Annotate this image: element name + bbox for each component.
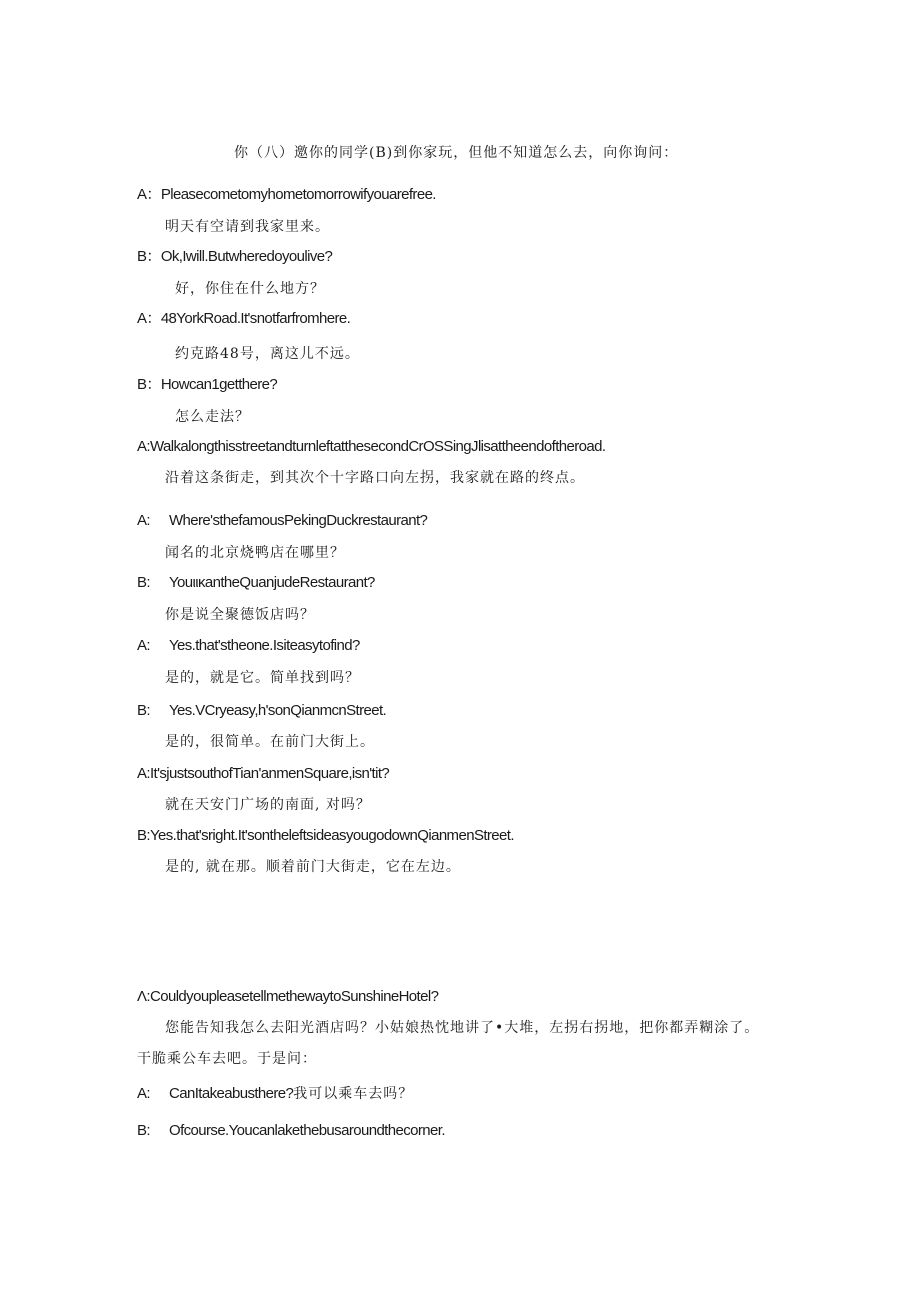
dialogue-line <box>137 186 436 204</box>
speaker-label: B： <box>137 376 161 393</box>
chinese-translation: 是的，就是它。简单找到吗？ <box>165 670 360 686</box>
chinese-translation: 你是说全聚德饭店吗？ <box>165 607 315 623</box>
english-line: Ofcourse.Youcanlakethebusaroundthecorner. <box>169 1122 445 1139</box>
speaker-label: B: <box>137 574 150 591</box>
chinese-narration: 干脆乘公车去吧。于是问： <box>137 1051 317 1067</box>
dialogue-line <box>137 376 277 394</box>
chinese-translation: 是的, 就在那。顺着前门大街走，它在左边。 <box>165 859 461 875</box>
dialogue-line <box>137 248 332 266</box>
chinese-translation: 约克路48号，离这儿不远。 <box>175 346 360 362</box>
dialogue-line <box>137 702 386 720</box>
chinese-translation: 明天有空请到我家里来。 <box>165 219 330 235</box>
dialogue-line <box>137 1085 413 1103</box>
speaker-label: A: <box>137 1085 150 1102</box>
chinese-translation: 沿着这条街走，到其次个十字路口向左拐，我家就在路的终点。 <box>165 470 585 486</box>
dialogue-line <box>137 310 350 328</box>
english-line: CanItakeabusthere? <box>169 1085 294 1102</box>
english-line: Where'sthefamousPekingDuckrestaurant? <box>169 512 428 529</box>
english-line: Howcan1getthere? <box>160 376 278 393</box>
chinese-translation: 闻名的北京烧鸭店在哪里？ <box>165 545 345 561</box>
english-line: A:WalkalongthisstreetandturnleftatthesecondCrOSSingJlisattheendoftheroad. <box>137 438 606 455</box>
chinese-translation: 怎么走法？ <box>175 409 250 425</box>
english-line: Λ:CouldyoupleasetellmethewaytoSunshineHotel? <box>137 988 439 1005</box>
english-line: Pleasecometomyhometomorrowifyouarefree. <box>160 186 436 203</box>
dialogue-line <box>137 574 375 592</box>
speaker-label: A： <box>137 186 161 203</box>
speaker-label: B： <box>137 248 161 265</box>
speaker-label: B: <box>137 1122 150 1139</box>
speaker-label: A: <box>137 637 150 654</box>
speaker-label: B: <box>137 702 150 719</box>
english-line: Ok,Iwill.Butwheredoyoulive? <box>160 248 333 265</box>
english-line: Yes.VCryeasy,h'sonQianmcnStreet. <box>169 702 387 719</box>
english-line: YouιικantheQuanjudeRestaurant? <box>169 574 375 591</box>
chinese-translation: 就在天安门广场的南面, 对吗？ <box>165 797 371 813</box>
speaker-label: A: <box>137 512 150 529</box>
chinese-translation: 是的，很简单。在前门大街上。 <box>165 734 375 750</box>
intro-text: 你（八）邀你的同学(B)到你家玩，但他不知道怎么去，向你询问： <box>234 145 679 161</box>
dialogue-line <box>137 512 427 530</box>
english-line: 48YorkRoad.It'snotfarfromhere. <box>160 310 351 327</box>
chinese-narration: 您能告知我怎么去阳光酒店吗？小姑娘热忱地讲了•大堆，左拐右拐地，把你都弄糊涂了。 <box>165 1020 760 1036</box>
english-line: A:It'sjustsouthofTian'anmenSquare,isn'tit? <box>137 765 390 782</box>
english-line: B:Yes.that'sright.It'sontheleftsideasyougodownQianmenStreet. <box>137 827 514 844</box>
dialogue-line <box>137 637 360 655</box>
dialogue-line <box>137 1122 445 1140</box>
chinese-translation: 我可以乘车去吗？ <box>293 1086 414 1102</box>
chinese-translation: 好，你住在什么地方？ <box>175 281 325 297</box>
speaker-label: A： <box>137 310 161 327</box>
english-line: Yes.that'stheone.Isiteasytofind? <box>169 637 360 654</box>
